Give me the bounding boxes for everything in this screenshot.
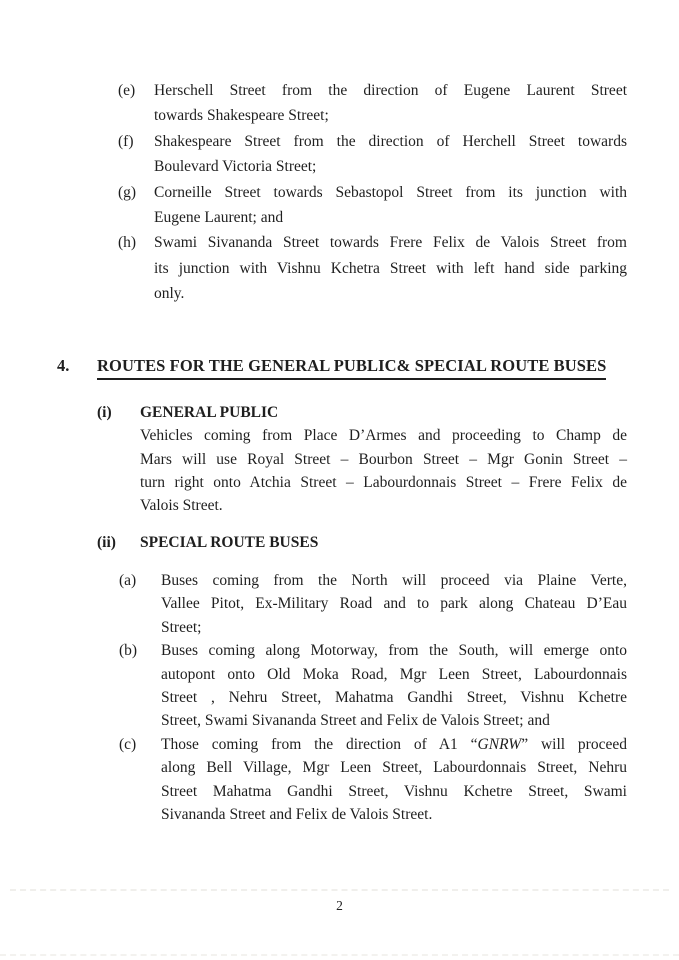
section-number: 4. bbox=[57, 356, 70, 375]
subsection-label: (i) bbox=[97, 404, 112, 421]
page-number: 2 bbox=[336, 898, 343, 913]
list-item bbox=[118, 129, 627, 180]
paragraph: Vehicles coming from Place D’Armes and proceeding to Champ de Mars will use Royal Street – Bourbon Street – Mgr Gonin Street – turn right onto Atchia Street – Labourdonnais Street – Frere Felix de Valois Street. bbox=[140, 427, 627, 515]
list-item-text: Shakespeare Street from the direction of Herchell Street towards Boulevard Victoria Street; bbox=[154, 132, 627, 176]
list-item-label: (e) bbox=[118, 82, 136, 99]
list-item bbox=[119, 569, 627, 639]
list-item-text: Buses coming from the North will proceed via Plaine Verte, Vallee Pitot, Ex-Military Road and to park along Chateau D’Eau Street; bbox=[161, 572, 627, 636]
list-item-label: (a) bbox=[119, 572, 137, 589]
section-heading bbox=[57, 355, 637, 380]
subsection-special-route-buses bbox=[97, 531, 627, 554]
subsection-general-public bbox=[97, 401, 627, 517]
lettered-list-e-h bbox=[118, 78, 627, 307]
list-item-text: Corneille Street towards Sebastopol Street from its junction with Eugene Laurent; and bbox=[154, 183, 627, 227]
list-item-label: (f) bbox=[118, 132, 134, 150]
section-title: ROUTES FOR THE GENERAL PUBLIC& SPECIAL ROUTE BUSES bbox=[97, 355, 606, 380]
subsection-title: SPECIAL ROUTE BUSES bbox=[140, 534, 319, 551]
list-item bbox=[119, 733, 627, 827]
list-item-label: (b) bbox=[119, 642, 138, 660]
list-item bbox=[119, 639, 627, 733]
list-item-label: (c) bbox=[119, 735, 137, 753]
list-item-text: Buses coming along Motorway, from the South, will emerge onto autopont onto Old Moka Road, Mgr Leen Street, Labourdonnais Street , Nehru Street, Mahatma Gandhi Street, Vishnu Kchetre Street, Swami Sivananda Street and Felix de Valois Street; and bbox=[161, 642, 627, 730]
list-item-label: (h) bbox=[118, 234, 137, 252]
scan-artifact-line bbox=[10, 889, 669, 891]
subsection-label: (ii) bbox=[97, 534, 116, 551]
list-item-label: (g) bbox=[118, 183, 137, 201]
subsection-title: GENERAL PUBLIC bbox=[140, 404, 279, 421]
list-item-text: Swami Sivananda Street towards Frere Felix de Valois Street from its junction with Vishnu Kchetra Street with left hand side parking only. bbox=[154, 234, 627, 303]
list-item-text: Those coming from the direction of A1 “GNRW” will proceed along Bell Village, Mgr Leen Street, Labourdonnais Street, Nehru Street Mahatma Gandhi Street, Vishnu Kchetre Street, Swami Sivananda Street and Felix de Valois Street. bbox=[161, 735, 627, 824]
list-item bbox=[118, 78, 627, 129]
list-item bbox=[118, 180, 627, 231]
lettered-list-a-c bbox=[119, 569, 627, 826]
scan-artifact-line bbox=[0, 954, 679, 956]
list-item-text: Herschell Street from the direction of Eugene Laurent Street towards Shakespeare Street; bbox=[154, 82, 627, 125]
list-item bbox=[118, 230, 627, 306]
